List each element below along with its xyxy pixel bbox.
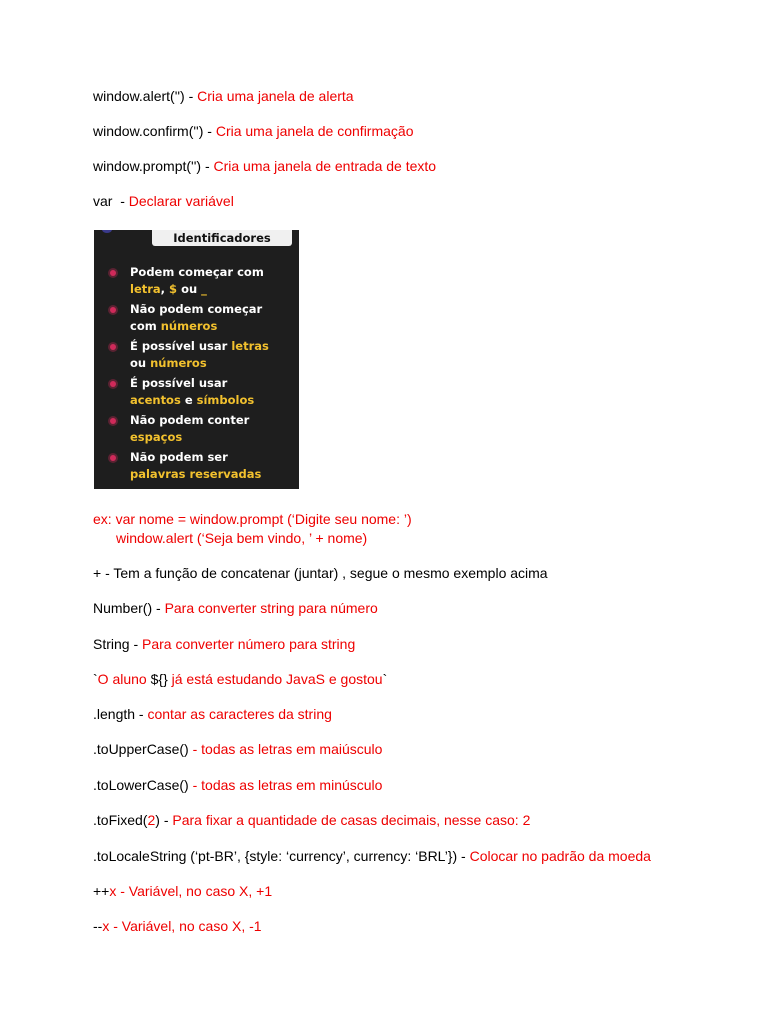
concat-line: + - Tem a função de concatenar (juntar) , segue o mesmo exemplo acima	[93, 565, 548, 581]
highlighted-text: palavras reservadas	[130, 467, 262, 481]
increment-desc: - Variável, no caso X, +1	[116, 883, 273, 899]
number-desc: Para converter string para número	[164, 600, 378, 616]
upper-desc: - todas as letras em maiúsculo	[192, 741, 383, 757]
bullet-icon	[110, 381, 116, 387]
alert-code: window.alert('') -	[93, 88, 198, 104]
length-desc: contar as caracteres da string	[147, 706, 332, 722]
highlighted-text: $	[169, 282, 178, 296]
length-code: .length -	[93, 706, 148, 722]
corner-dot-icon	[102, 230, 112, 233]
number-code: Number() -	[93, 600, 165, 616]
locale-line	[93, 847, 651, 865]
template-part2: já está estudando JavaS e gostou	[167, 671, 383, 687]
template-placeholder: ${}	[150, 671, 168, 687]
example-line-2: window.alert (‘Seja bem vindo, ’ + nome)	[116, 530, 368, 546]
highlighted-text: símbolos	[196, 393, 255, 407]
prompt-line	[93, 157, 436, 175]
item-text: Não podem começar	[130, 302, 263, 316]
image-item-line	[130, 281, 207, 298]
image-item-line	[130, 301, 262, 318]
highlighted-text: números	[160, 319, 218, 333]
increment-op: ++	[93, 883, 110, 899]
string-line	[93, 635, 355, 653]
highlighted-text: espaços	[130, 430, 183, 444]
template-part1: O aluno	[97, 671, 151, 687]
bullet-icon	[110, 418, 116, 424]
decrement-line	[93, 917, 262, 935]
number-line	[93, 599, 378, 617]
var-desc: Declarar variável	[128, 193, 234, 209]
bullet-icon	[110, 307, 116, 313]
locale-code: .toLocaleString (‘pt-BR’, {style: ‘currency’, currency: ‘BRL’}) -	[93, 848, 470, 864]
image-item-line	[130, 429, 182, 446]
alert-desc: Cria uma janela de alerta	[197, 88, 354, 104]
lower-desc: - todas as letras em minúsculo	[192, 777, 383, 793]
fixed-code-b: ) -	[155, 812, 173, 828]
upper-line	[93, 740, 382, 758]
item-text: É possível usar	[130, 339, 232, 353]
decrement-desc: - Variável, no caso X, -1	[109, 918, 262, 934]
var-line	[93, 192, 234, 210]
prompt-code: window.prompt('') -	[93, 158, 214, 174]
item-text: ou	[130, 356, 151, 370]
confirm-line	[93, 122, 413, 140]
highlighted-text: acentos	[130, 393, 181, 407]
template-line	[93, 670, 387, 688]
length-line	[93, 705, 332, 723]
fixed-desc: Para fixar a quantidade de casas decimais, nesse caso: 2	[172, 812, 531, 828]
lower-code: .toLowerCase()	[93, 777, 193, 793]
fixed-line	[93, 811, 530, 829]
highlighted-text: letras	[231, 339, 269, 353]
item-text: ou	[177, 282, 202, 296]
item-text: e	[180, 393, 197, 407]
image-item-line	[130, 466, 261, 483]
alert-line	[93, 87, 354, 105]
image-item-line	[130, 375, 227, 392]
image-item-line	[130, 412, 249, 429]
bullet-icon	[110, 344, 116, 350]
image-header: Identificadores	[152, 230, 292, 246]
item-text: Não podem conter	[130, 413, 250, 427]
confirm-code: window.confirm('') -	[93, 123, 216, 139]
lower-line	[93, 776, 382, 794]
item-text: com	[130, 319, 161, 333]
locale-desc: Colocar no padrão da moeda	[469, 848, 651, 864]
image-item-line	[130, 392, 254, 409]
decrement-var: x	[102, 918, 110, 934]
bullet-icon	[110, 455, 116, 461]
prompt-desc: Cria uma janela de entrada de texto	[213, 158, 437, 174]
image-item-line	[130, 449, 228, 466]
confirm-desc: Cria uma janela de confirmação	[215, 123, 414, 139]
image-item-line	[130, 264, 264, 281]
fixed-code-a: .toFixed(	[93, 812, 148, 828]
item-text: Podem começar com	[130, 265, 264, 279]
highlighted-text: letra	[130, 282, 161, 296]
bullet-icon	[110, 270, 116, 276]
string-code: String -	[93, 636, 143, 652]
identifiers-image	[94, 230, 299, 489]
highlighted-text: _	[201, 282, 207, 296]
fixed-num: 2	[147, 812, 156, 828]
image-item-line	[130, 355, 207, 372]
item-text: Não podem ser	[130, 450, 228, 464]
example-line-1: ex: var nome = window.prompt (‘Digite seu nome: ’)	[93, 511, 412, 527]
template-tick-close: `	[382, 671, 388, 687]
highlighted-text: números	[150, 356, 207, 370]
upper-code: .toUpperCase()	[93, 741, 193, 757]
item-text: ,	[160, 282, 170, 296]
decrement-op: --	[93, 918, 103, 934]
increment-var: x	[109, 883, 117, 899]
item-text: É possível usar	[130, 376, 228, 390]
template-tick-open: `	[93, 671, 98, 687]
image-item-line	[130, 318, 217, 335]
image-item-line	[130, 338, 269, 355]
string-desc: Para converter número para string	[142, 636, 356, 652]
var-code: var -	[93, 193, 129, 209]
increment-line	[93, 882, 272, 900]
